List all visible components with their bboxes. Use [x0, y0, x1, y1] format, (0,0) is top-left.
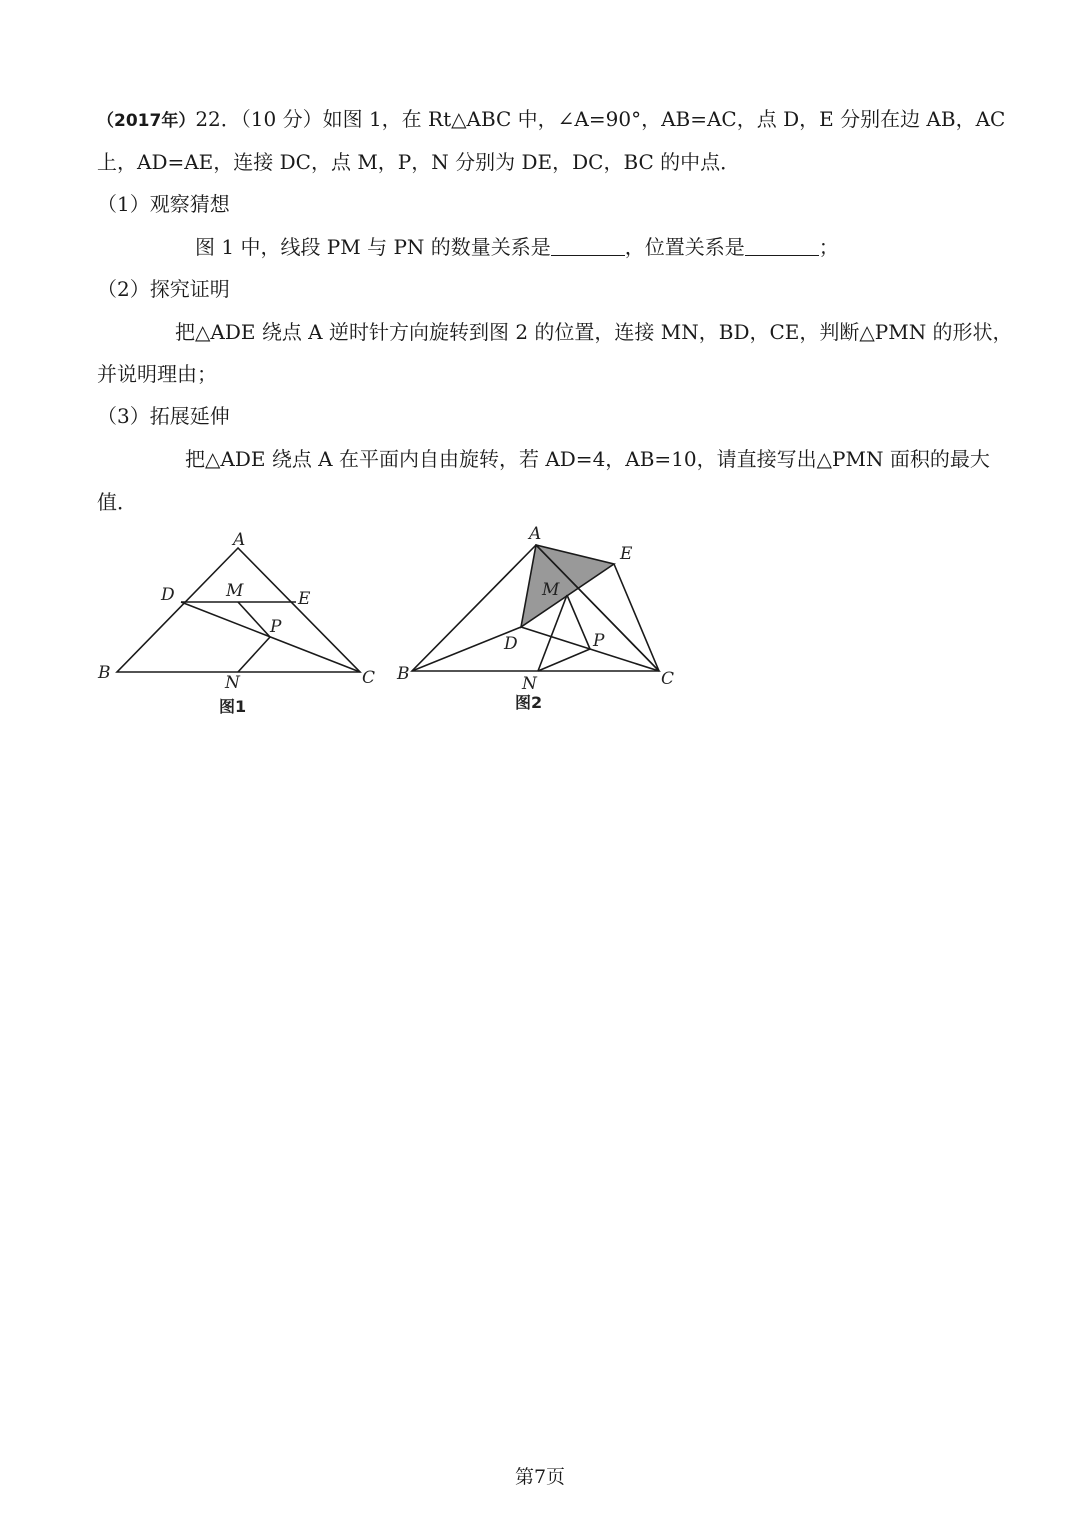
figure-1-caption: 图1 [219, 697, 247, 716]
label-e: E [298, 589, 311, 609]
label-p: P [270, 617, 282, 637]
part1-heading: （1）观察猜想 [97, 192, 230, 216]
label-b: B [397, 664, 410, 684]
year-tag: （2017年） [97, 111, 196, 131]
part1-text-b: ，位置关系是 [624, 235, 745, 259]
label-c: C [362, 668, 376, 688]
problem-line-1 [97, 105, 1006, 135]
triangle-abc [117, 548, 360, 672]
label-a: A [233, 530, 246, 550]
part2-heading: （2）探究证明 [97, 277, 230, 301]
page-number: 第7页 [514, 1466, 566, 1488]
part1-text-a: 图 1 中，线段 PM 与 PN 的数量关系是 [195, 235, 551, 259]
label-n: N [225, 673, 240, 693]
segment-dc [181, 602, 360, 672]
figure-1 [90, 520, 390, 725]
label-c: C [661, 669, 675, 689]
answer-blank-quantity[interactable] [551, 235, 625, 256]
segment-ce [614, 564, 659, 671]
part1-text-c: ； [818, 235, 839, 259]
label-e: E [620, 544, 633, 564]
figure-2-caption: 图2 [515, 693, 543, 712]
label-a: A [529, 524, 542, 544]
segment-mp [567, 595, 590, 649]
figure-2 [395, 517, 695, 722]
label-m: M [542, 580, 560, 600]
problem-line-2: 上，AD=AE，连接 DC，点 M，P，N 分别为 DE，DC，BC 的中点． [97, 150, 741, 174]
figure-1-svg [90, 520, 390, 725]
part3-line-1: 把△ADE 绕点 A 在平面内自由旋转，若 AD=4，AB=10，请直接写出△PMN 面积的最大 [185, 447, 990, 471]
shaded-triangle-ade [521, 545, 614, 627]
label-n: N [522, 674, 537, 694]
problem-statement-1: 22．（10 分）如图 1，在 Rt△ABC 中，∠A=90°，AB=AC，点 D，E 分别在边 AB，AC [195, 107, 1006, 131]
label-m: M [226, 581, 244, 601]
part3-line-2: 值． [97, 490, 137, 514]
part2-line-2: 并说明理由； [97, 362, 217, 386]
figure-2-svg [395, 517, 695, 722]
label-b: B [98, 663, 111, 683]
part1-question [195, 233, 895, 261]
label-p: P [593, 631, 605, 651]
answer-blank-position[interactable] [745, 235, 819, 256]
part3-heading: （3）拓展延伸 [97, 404, 230, 428]
part2-line-1: 把△ADE 绕点 A 逆时针方向旋转到图 2 的位置，连接 MN，BD，CE，判断△PMN 的形状， [175, 320, 1013, 344]
label-d: D [161, 585, 175, 605]
label-d: D [504, 634, 518, 654]
segment-pn [238, 637, 270, 672]
segment-mp [238, 602, 270, 637]
